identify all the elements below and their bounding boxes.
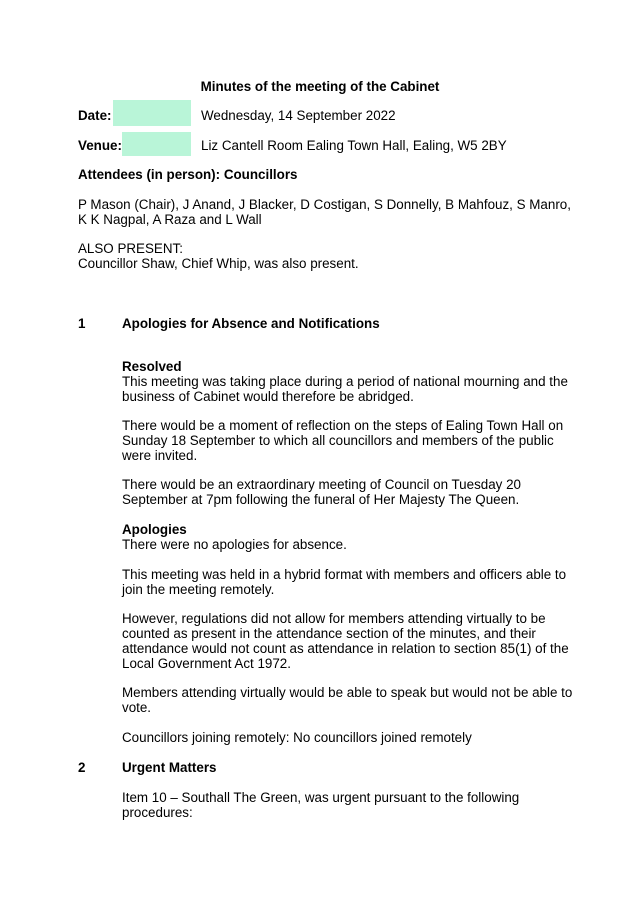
resolved-paragraph (122, 418, 562, 463)
apologies-heading: Apologies (122, 522, 187, 537)
apologies-paragraph (122, 685, 573, 715)
section-title: Apologies for Absence and Notifications (122, 316, 380, 331)
venue-label: Venue: (78, 138, 122, 153)
date-label: Date: (78, 108, 112, 123)
document-title: Minutes of the meeting of the Cabinet (200, 79, 440, 94)
apologies-paragraph (122, 567, 567, 597)
paragraph-line: Councillors joining remotely: No councillors joined remotely (122, 730, 472, 745)
attendees-line: K K Nagpal, A Raza and L Wall (78, 212, 262, 227)
date-value: Wednesday, 14 September 2022 (201, 108, 396, 123)
apologies-paragraph (122, 611, 569, 671)
venue-value: Liz Cantell Room Ealing Town Hall, Ealing, W5 2BY (201, 138, 507, 153)
paragraph-line: procedures: (122, 805, 193, 820)
resolved-heading: Resolved (122, 359, 182, 374)
paragraph-line: business of Cabinet would therefore be abridged. (122, 389, 414, 404)
paragraph-line: attendance would not count as attendance in relation to section 85(1) of the (122, 641, 569, 656)
urgent-paragraph (122, 790, 562, 820)
paragraph-line: Item 10 – Southall The Green, was urgent pursuant to the following (122, 790, 520, 805)
apologies-paragraph (122, 730, 562, 745)
venue-highlight (122, 132, 191, 156)
paragraph-line: However, regulations did not allow for members attending virtually to be (122, 611, 546, 626)
section-number: 1 (78, 316, 86, 331)
resolved-paragraph (122, 477, 562, 507)
resolved-paragraph (122, 374, 568, 404)
apologies-paragraph (122, 537, 562, 552)
date-highlight (113, 100, 191, 126)
paragraph-line: join the meeting remotely. (122, 582, 275, 597)
attendees-list (78, 197, 571, 227)
paragraph-line: September at 7pm following the funeral of Her Majesty The Queen. (122, 492, 520, 507)
paragraph-line: counted as present in the attendance section of the minutes, and their (122, 626, 536, 641)
attendees-line: P Mason (Chair), J Anand, J Blacker, D Costigan, S Donnelly, B Mahfouz, S Manro, (78, 197, 571, 212)
section-title: Urgent Matters (122, 760, 217, 775)
also-present (78, 241, 568, 271)
paragraph-line: Sunday 18 September to which all councillors and members of the public (122, 433, 554, 448)
attendees-heading: Attendees (in person): Councillors (78, 167, 298, 182)
paragraph-line: were invited. (122, 448, 198, 463)
also-present-heading: ALSO PRESENT: (78, 241, 183, 256)
paragraph-line: There would be a moment of reflection on the steps of Ealing Town Hall on (122, 418, 564, 433)
also-present-text: Councillor Shaw, Chief Whip, was also present. (78, 256, 359, 271)
paragraph-line: There would be an extraordinary meeting of Council on Tuesday 20 (122, 477, 521, 492)
paragraph-line: This meeting was held in a hybrid format with members and officers able to (122, 567, 567, 582)
paragraph-line: vote. (122, 700, 152, 715)
paragraph-line: There were no apologies for absence. (122, 537, 347, 552)
paragraph-line: Local Government Act 1972. (122, 656, 291, 671)
paragraph-line: Members attending virtually would be able to speak but would not be able to (122, 685, 573, 700)
paragraph-line: This meeting was taking place during a period of national mourning and the (122, 374, 568, 389)
section-number: 2 (78, 760, 86, 775)
